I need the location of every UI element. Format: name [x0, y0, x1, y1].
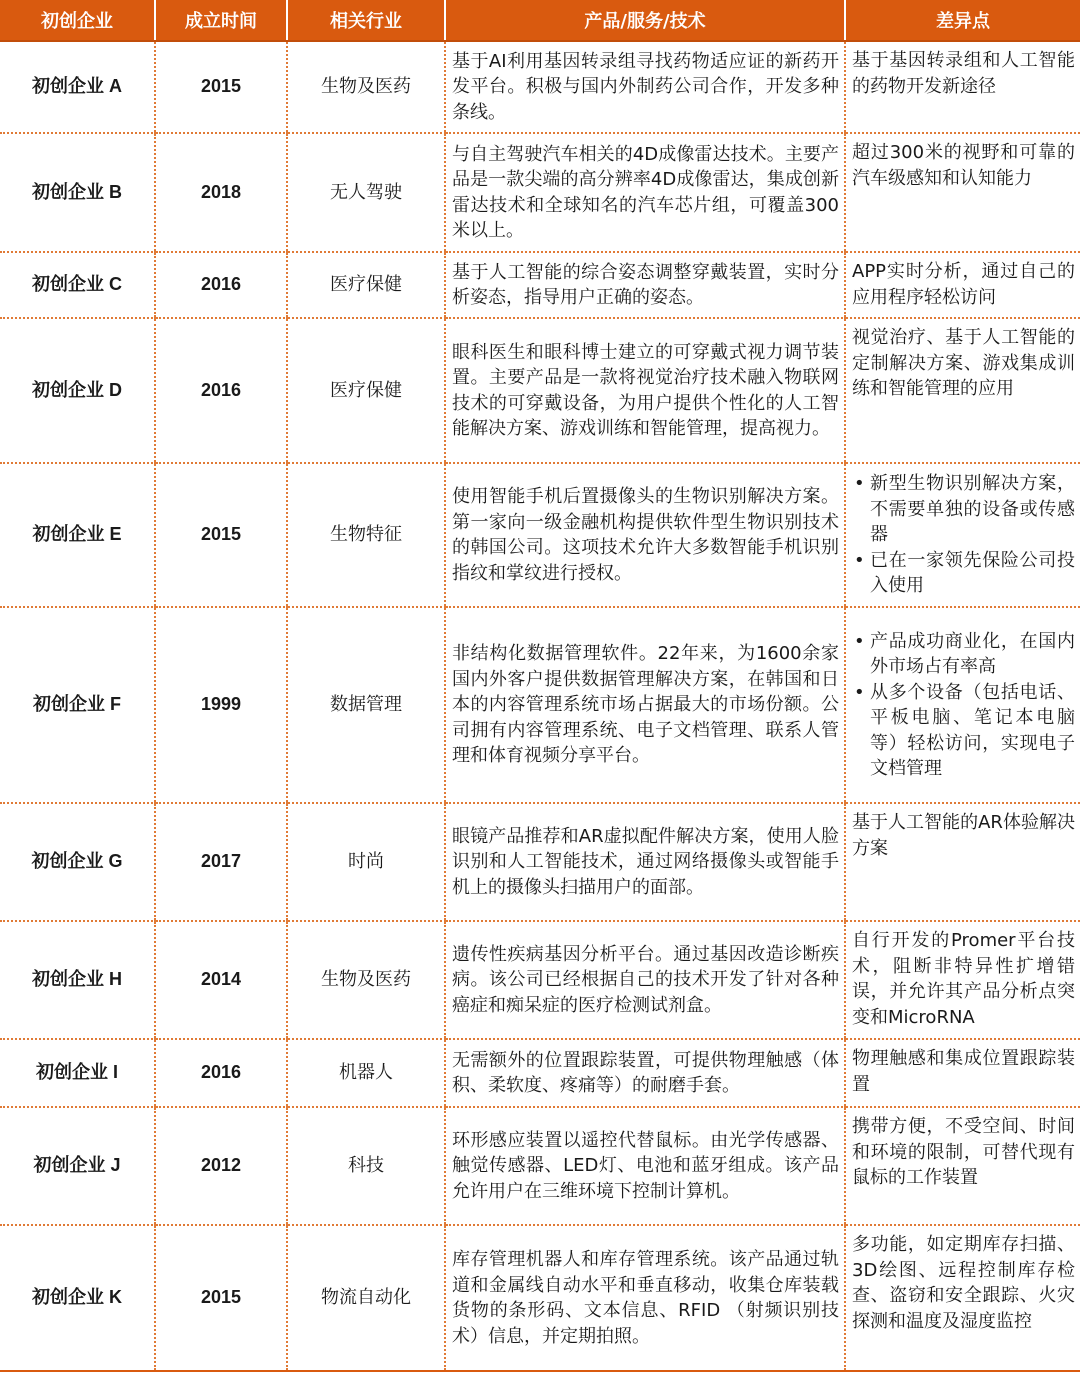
founded-year: 1999	[155, 607, 287, 803]
difference: 基于基因转录组和人工智能的药物开发新途径	[845, 41, 1080, 133]
difference: 超过300米的视野和可靠的汽车级感知和认知能力	[845, 133, 1080, 252]
founded-year: 2015	[155, 41, 287, 133]
startup-name: 初创企业 J	[0, 1107, 155, 1225]
difference-item: • 从多个设备（包括电话、平板电脑、笔记本电脑等）轻松访问，实现电子文档管理	[852, 680, 1075, 782]
header-industry: 相关行业	[287, 0, 445, 41]
product-description: 与自主驾驶汽车相关的4D成像雷达技术。主要产品是一款尖端的高分辨率4D成像雷达，集成创新雷达技术和全球知名的汽车芯片组，可覆盖300米以上。	[445, 133, 845, 252]
difference: 物理触感和集成位置跟踪装置	[845, 1039, 1080, 1107]
header-founded: 成立时间	[155, 0, 287, 41]
industry: 机器人	[287, 1039, 445, 1107]
founded-year: 2016	[155, 252, 287, 318]
product-description: 环形感应装置以遥控代替鼠标。由光学传感器、触觉传感器、LED灯、电池和蓝牙组成。该产品允许用户在三维环境下控制计算机。	[445, 1107, 845, 1225]
difference	[845, 607, 1080, 803]
table-header	[0, 0, 1080, 41]
table-row	[0, 607, 1080, 803]
table-row	[0, 1225, 1080, 1371]
table-row	[0, 463, 1080, 607]
difference	[845, 463, 1080, 607]
founded-year: 2016	[155, 318, 287, 463]
startup-name: 初创企业 K	[0, 1225, 155, 1371]
startup-name: 初创企业 H	[0, 921, 155, 1039]
product-description: 眼镜产品推荐和AR虚拟配件解决方案，使用人脸识别和人工智能技术，通过网络摄像头或智能手机上的摄像头扫描用户的面部。	[445, 803, 845, 921]
startup-name: 初创企业 C	[0, 252, 155, 318]
founded-year: 2015	[155, 1225, 287, 1371]
industry: 生物特征	[287, 463, 445, 607]
startup-name: 初创企业 F	[0, 607, 155, 803]
header-product: 产品/服务/技术	[445, 0, 845, 41]
product-description: 无需额外的位置跟踪装置，可提供物理触感（体积、柔软度、疼痛等）的耐磨手套。	[445, 1039, 845, 1107]
difference-list	[852, 629, 1075, 782]
header-difference: 差异点	[845, 0, 1080, 41]
industry: 生物及医药	[287, 921, 445, 1039]
industry: 物流自动化	[287, 1225, 445, 1371]
difference: 视觉治疗、基于人工智能的定制解决方案、游戏集成训练和智能管理的应用	[845, 318, 1080, 463]
industry: 医疗保健	[287, 318, 445, 463]
difference-item: • 已在一家领先保险公司投入使用	[852, 548, 1075, 599]
startup-name: 初创企业 I	[0, 1039, 155, 1107]
industry: 科技	[287, 1107, 445, 1225]
industry: 生物及医药	[287, 41, 445, 133]
founded-year: 2018	[155, 133, 287, 252]
table-row	[0, 1039, 1080, 1107]
product-description: 非结构化数据管理软件。22年来，为1600余家国内外客户提供数据管理解决方案，在韩国和日本的内容管理系统市场占据最大的市场份额。公司拥有内容管理系统、电子文档管理、联系人管理和体育视频分享平台。	[445, 607, 845, 803]
difference: 基于人工智能的AR体验解决方案	[845, 803, 1080, 921]
industry: 时尚	[287, 803, 445, 921]
difference: 携带方便，不受空间、时间和环境的限制，可替代现有鼠标的工作装置	[845, 1107, 1080, 1225]
startup-name: 初创企业 E	[0, 463, 155, 607]
table-body	[0, 41, 1080, 1371]
table-row	[0, 921, 1080, 1039]
industry: 医疗保健	[287, 252, 445, 318]
table-row	[0, 1107, 1080, 1225]
industry: 无人驾驶	[287, 133, 445, 252]
table-row	[0, 803, 1080, 921]
product-description: 基于人工智能的综合姿态调整穿戴装置，实时分析姿态，指导用户正确的姿态。	[445, 252, 845, 318]
table-row	[0, 41, 1080, 133]
difference-item: • 产品成功商业化，在国内外市场占有率高	[852, 629, 1075, 680]
product-description: 遗传性疾病基因分析平台。通过基因改造诊断疾病。该公司已经根据自己的技术开发了针对各种癌症和痴呆症的医疗检测试剂盒。	[445, 921, 845, 1039]
founded-year: 2017	[155, 803, 287, 921]
startup-name: 初创企业 A	[0, 41, 155, 133]
industry: 数据管理	[287, 607, 445, 803]
difference-item: • 新型生物识别解决方案，不需要单独的设备或传感器	[852, 471, 1075, 548]
startup-name: 初创企业 D	[0, 318, 155, 463]
table-row	[0, 133, 1080, 252]
difference: 多功能，如定期库存扫描、3D绘图、远程控制库存检查、盗窃和安全跟踪、火灾探测和温度及湿度监控	[845, 1225, 1080, 1371]
header-startup: 初创企业	[0, 0, 155, 41]
founded-year: 2012	[155, 1107, 287, 1225]
table-row	[0, 318, 1080, 463]
product-description: 库存管理机器人和库存管理系统。该产品通过轨道和金属线自动水平和垂直移动，收集仓库装载货物的条形码、文本信息、RFID （射频识别技术）信息，并定期拍照。	[445, 1225, 845, 1371]
table-row	[0, 252, 1080, 318]
product-description: 使用智能手机后置摄像头的生物识别解决方案。第一家向一级金融机构提供软件型生物识别技术的韩国公司。这项技术允许大多数智能手机识别指纹和掌纹进行授权。	[445, 463, 845, 607]
founded-year: 2015	[155, 463, 287, 607]
difference-list	[852, 471, 1075, 599]
difference: APP实时分析，通过自己的应用程序轻松访问	[845, 252, 1080, 318]
product-description: 眼科医生和眼科博士建立的可穿戴式视力调节装置。主要产品是一款将视觉治疗技术融入物联网技术的可穿戴设备，为用户提供个性化的人工智能解决方案、游戏训练和智能管理，提高视力。	[445, 318, 845, 463]
difference: 自行开发的Promer平台技术，阻断非特异性扩增错误，并允许其产品分析点突变和MicroRNA	[845, 921, 1080, 1039]
startup-name: 初创企业 B	[0, 133, 155, 252]
founded-year: 2014	[155, 921, 287, 1039]
founded-year: 2016	[155, 1039, 287, 1107]
product-description: 基于AI利用基因转录组寻找药物适应证的新药开发平台。积极与国内外制药公司合作，开发多种条线。	[445, 41, 845, 133]
startup-name: 初创企业 G	[0, 803, 155, 921]
